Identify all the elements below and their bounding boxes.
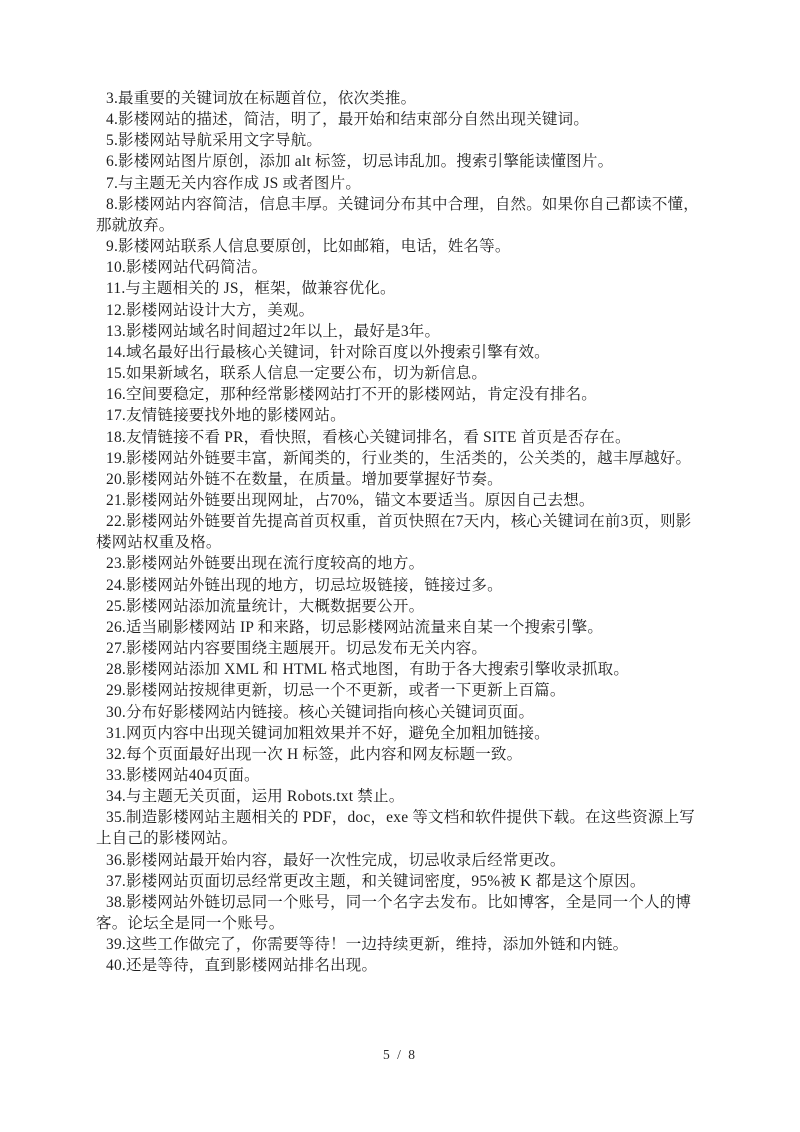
list-item: 39.这些工作做完了，你需要等待！一边持续更新，维持，添加外链和内链。 <box>106 936 629 954</box>
list-item: 14.域名最好出行最核心关键词，针对除百度以外搜索引擎有效。 <box>106 343 550 361</box>
list-item: 19.影楼网站外链要丰富，新闻类的，行业类的，生活类的，公关类的，越丰厚越好。 <box>106 449 692 467</box>
list-item: 17.友情链接要找外地的影楼网站。 <box>106 407 346 425</box>
list-item: 9.影楼网站联系人信息要原创，比如邮箱，电话，姓名等。 <box>106 238 511 256</box>
list-item: 23.影楼网站外链要出现在流行度较高的地方。 <box>106 555 425 573</box>
list-item: 13.影楼网站域名时间超过2年以上，最好是3年。 <box>106 322 441 340</box>
list-item: 8.影楼网站内容简洁，信息丰厚。关键词分布其中合理，自然。如果你自己都读不懂，那就放弃。 <box>96 195 699 234</box>
list-item: 31.网页内容中出现关键词加粗效果并不好，避免全加粗加链接。 <box>106 724 550 742</box>
list-item: 11.与主题相关的 JS，框架，做兼容优化。 <box>106 280 396 298</box>
list-item: 34.与主题无关页面，运用 Robots.txt 禁止。 <box>106 788 405 806</box>
list-item: 21.影楼网站外链要出现网址，占70%，锚文本要适当。原因自己去想。 <box>106 491 595 509</box>
list-item: 30.分布好影楼网站内链接。核心关键词指向核心关键词页面。 <box>106 703 535 721</box>
list-item: 24.影楼网站外链出现的地方，切忌垃圾链接，链接过多。 <box>106 576 503 594</box>
list-item: 26.适当刷影楼网站 IP 和来路，切忌影楼网站流量来自某一个搜索引擎。 <box>106 618 604 636</box>
page-footer <box>0 1046 800 1064</box>
list-item: 37.影楼网站页面切忌经常更改主题，和关键词密度，95%被 K 都是这个原因。 <box>106 872 646 890</box>
list-item: 40.还是等待，直到影楼网站排名出现。 <box>106 957 378 975</box>
list-item: 35.制造影楼网站主题相关的 PDF，doc，exe 等文档和软件提供下载。在这些资源上写上自己的影楼网站。 <box>96 809 695 848</box>
list-item: 38.影楼网站外链切忌同一个账号，同一个名字去发布。比如博客，全是同一个人的博客。论坛全是同一个账号。 <box>96 893 692 933</box>
list-item: 36.影楼网站最开始内容，最好一次性完成，切忌收录后经常更改。 <box>106 851 566 869</box>
page-number: 5 / 8 <box>382 1047 417 1062</box>
list-item: 20.影楼网站外链不在数量，在质量。增加要掌握好节奏。 <box>106 470 503 488</box>
list-item: 4.影楼网站的描述，简洁，明了，最开始和结束部分自然出现关键词。 <box>106 111 590 129</box>
list-item: 25.影楼网站添加流量统计，大概数据要公开。 <box>106 597 425 615</box>
list-item: 29.影楼网站按规律更新，切忌一个不更新，或者一下更新上百篇。 <box>106 682 566 700</box>
list-item: 7.与主题无关内容作成 JS 或者图片。 <box>106 174 362 192</box>
list-item: 18.友情链接不看 PR，看快照，看核心关键词排名，看 SITE 首页是否存在。 <box>106 428 631 446</box>
list-item: 10.影楼网站代码简洁。 <box>106 259 268 277</box>
list-item: 16.空间要稳定，那种经常影楼网站打不开的影楼网站，肯定没有排名。 <box>106 386 597 404</box>
document-body <box>96 88 702 977</box>
list-item: 5.影楼网站导航采用文字导航。 <box>106 132 323 150</box>
list-item: 28.影楼网站添加 XML 和 HTML 格式地图，有助于各大搜索引擎收录抓取。 <box>106 661 630 679</box>
list-item: 3.最重要的关键词放在标题首位，依次类推。 <box>106 90 417 107</box>
list-item: 33.影楼网站404页面。 <box>106 767 260 784</box>
list-item: 27.影楼网站内容要围绕主题展开。切忌发布无关内容。 <box>106 640 488 658</box>
list-item: 22.影楼网站外链要首先提高首页权重，首页快照在7天内，核心关键词在前3页，则影楼网站权重及格。 <box>96 513 692 552</box>
list-item: 12.影楼网站设计大方，美观。 <box>106 301 315 319</box>
list-item: 32.每个页面最好出现一次 H 标签，此内容和网友标题一致。 <box>106 745 523 763</box>
list-item: 15.如果新域名，联系人信息一定要公布，切为新信息。 <box>106 365 488 383</box>
list-item: 6.影楼网站图片原创，添加 alt 标签，切忌讳乱加。搜索引擎能读懂图片。 <box>106 153 614 171</box>
